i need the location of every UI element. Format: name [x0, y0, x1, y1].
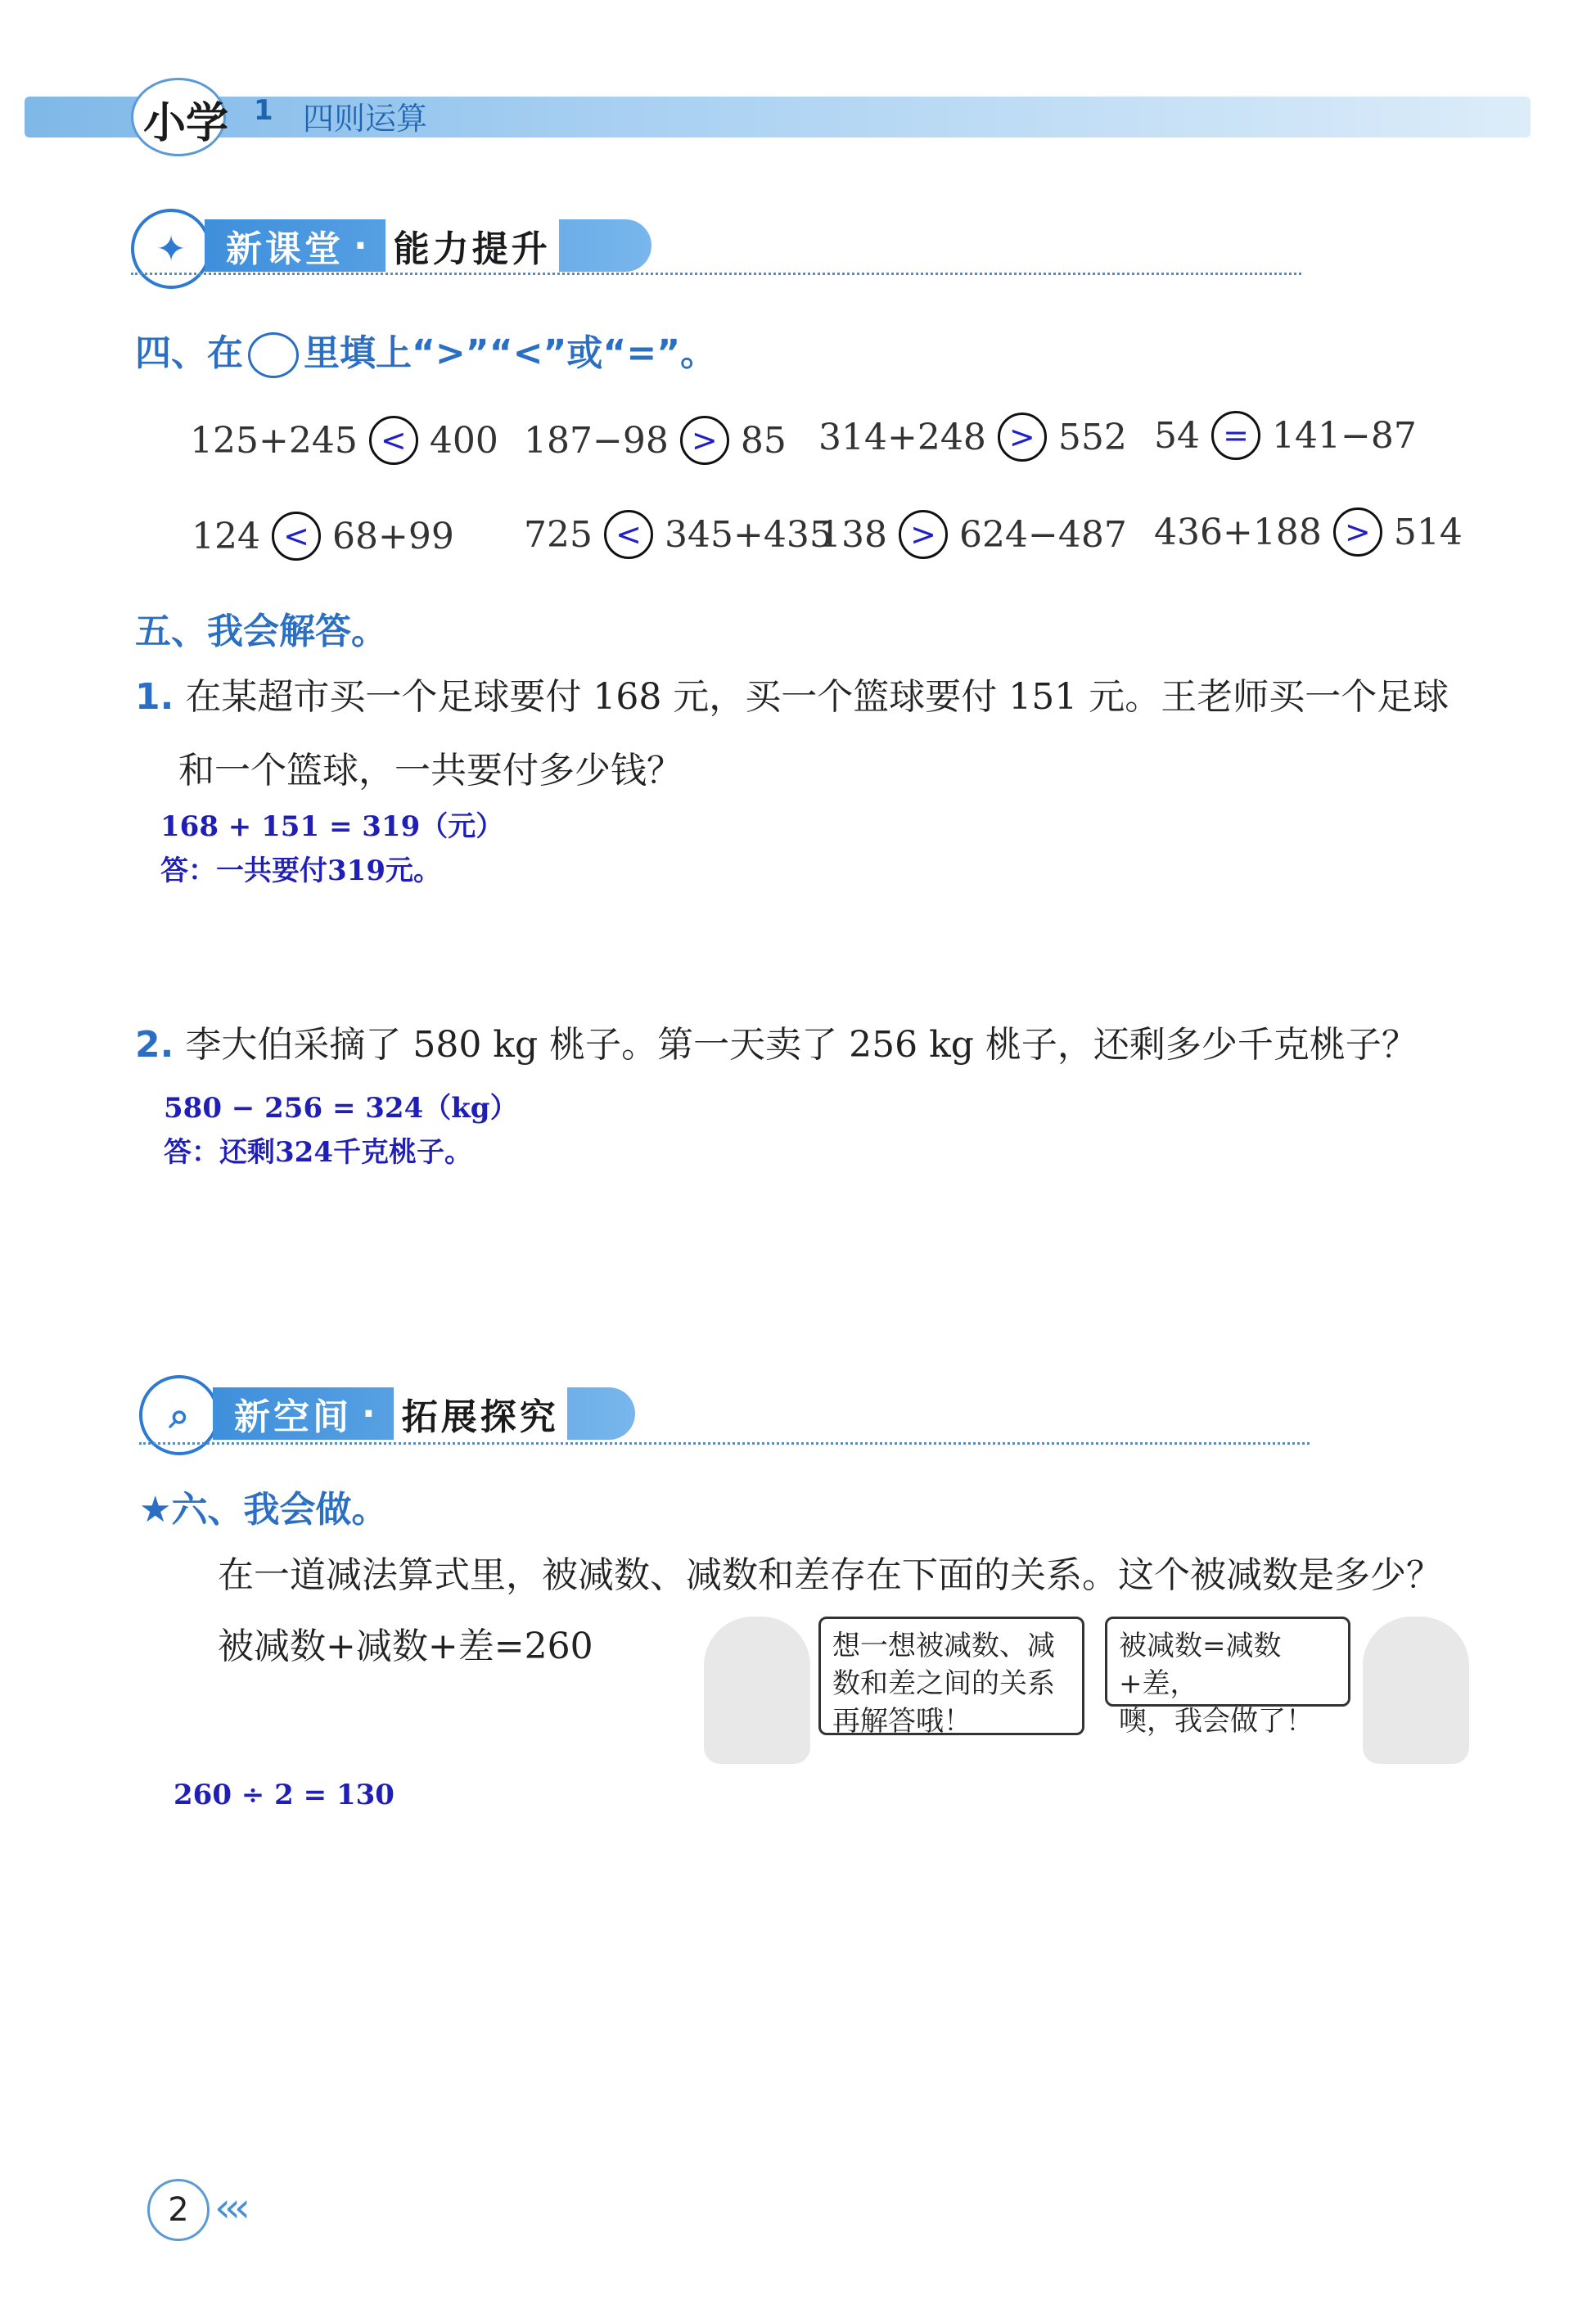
- bubble-line: 想一想被减数、减: [832, 1630, 1055, 1662]
- answer-statement: 答：一共要付319元。: [160, 855, 441, 887]
- magnifier-icon: ⌕: [139, 1375, 219, 1455]
- answer-equation: 168 + 151 = 319（元）: [160, 810, 504, 843]
- girl-illustration: [1363, 1617, 1469, 1764]
- speech-bubble-left: [818, 1617, 1084, 1738]
- compare-item: [818, 510, 1127, 559]
- compare-item: [190, 416, 498, 465]
- q6-line1: 在一道减法算式里，被减数、减数和差存在下面的关系。这个被减数是多少？: [218, 1554, 1442, 1596]
- question-text: 在某超市买一个足球要付 168 元，买一个篮球要付 151 元。王老师买一个足球: [185, 676, 1449, 718]
- q6-heading: ★六、我会做。: [139, 1489, 388, 1531]
- question-number: 2.: [135, 1024, 174, 1066]
- chevrons-icon: ‹‹‹: [214, 2184, 244, 2231]
- bubble-line: 噢，我会做了！: [1119, 1705, 1314, 1738]
- section-banner-1: [205, 219, 651, 272]
- chapter-number: 1: [254, 94, 273, 127]
- compare-answer: <: [604, 510, 653, 559]
- section-banner-2: [213, 1387, 635, 1440]
- q4-heading-post: 里填上“>”“<”或“=”。: [304, 332, 717, 374]
- question-text: 李大伯采摘了 580 kg 桃子。第一天卖了 256 kg 桃子，还剩多少千克桃子？: [185, 1024, 1418, 1066]
- compare-left: 54: [1154, 414, 1200, 457]
- compare-item: [818, 413, 1127, 462]
- compare-left: 124: [192, 515, 260, 557]
- speech-bubble-right: [1105, 1617, 1350, 1738]
- compare-answer: <: [369, 416, 418, 465]
- compare-answer: >: [998, 413, 1047, 462]
- compare-right: 141−87: [1272, 414, 1417, 457]
- logo-text: 小学: [143, 99, 229, 148]
- section-title: 新空间: [234, 1396, 352, 1438]
- q5-p1-line1: [135, 667, 1449, 719]
- compare-answer: >: [1333, 507, 1382, 557]
- q6-line2: 被减数+减数+差=260: [218, 1626, 593, 1667]
- q4-heading-pre: 四、在: [135, 332, 243, 374]
- compare-item: [192, 512, 454, 561]
- bubble-line: 数和差之间的关系: [832, 1667, 1055, 1700]
- compare-right: 552: [1057, 416, 1127, 458]
- compare-right: 514: [1393, 511, 1463, 553]
- bubble-line: 再解答哦！: [832, 1705, 972, 1738]
- compare-item: [524, 510, 832, 559]
- q5-p1-line2: 和一个篮球，一共要付多少钱？: [178, 750, 683, 791]
- boy-illustration: [704, 1617, 810, 1764]
- compare-right: 85: [740, 419, 787, 462]
- compare-answer: =: [1211, 411, 1260, 460]
- answer-equation: 580 − 256 = 324（kg）: [164, 1092, 518, 1125]
- satellite-icon: ✦: [131, 209, 211, 289]
- section-dot: ·: [354, 224, 371, 267]
- compare-item: [1154, 507, 1463, 557]
- chapter-title: 四则运算: [303, 101, 428, 137]
- section-subtitle: 能力提升: [385, 219, 559, 272]
- answer-equation: 260 ÷ 2 = 130: [174, 1779, 394, 1811]
- compare-answer: >: [680, 416, 729, 465]
- compare-left: 314+248: [818, 416, 986, 458]
- q4-heading: [135, 323, 716, 378]
- dotted-divider: [139, 1442, 1310, 1445]
- compare-item: [1154, 411, 1417, 460]
- compare-right: 624−487: [958, 513, 1127, 556]
- compare-answer: >: [899, 510, 948, 559]
- compare-right: 68+99: [331, 515, 454, 557]
- q5-heading: 五、我会解答。: [135, 611, 387, 652]
- bubble-line: 被减数=减数+差，: [1119, 1630, 1282, 1700]
- compare-left: 436+188: [1154, 511, 1322, 553]
- section-dot: ·: [362, 1392, 379, 1435]
- compare-item: [524, 416, 787, 465]
- compare-left: 725: [524, 513, 593, 556]
- compare-right: 345+435: [664, 513, 832, 556]
- header-bar: [25, 97, 1531, 138]
- compare-right: 400: [429, 419, 498, 462]
- page-number: 2: [147, 2179, 210, 2241]
- compare-left: 187−98: [524, 419, 669, 462]
- compare-answer: <: [272, 512, 321, 561]
- section-subtitle: 拓展探究: [394, 1387, 567, 1440]
- oval-blank-icon: [248, 332, 299, 378]
- compare-left: 125+245: [190, 419, 358, 462]
- q5-p2-line1: [135, 1015, 1418, 1067]
- answer-statement: 答：还剩324千克桃子。: [164, 1136, 472, 1169]
- compare-left: 138: [818, 513, 887, 556]
- section-title: 新课堂: [226, 228, 344, 270]
- dotted-divider: [131, 273, 1301, 275]
- question-number: 1.: [135, 676, 174, 718]
